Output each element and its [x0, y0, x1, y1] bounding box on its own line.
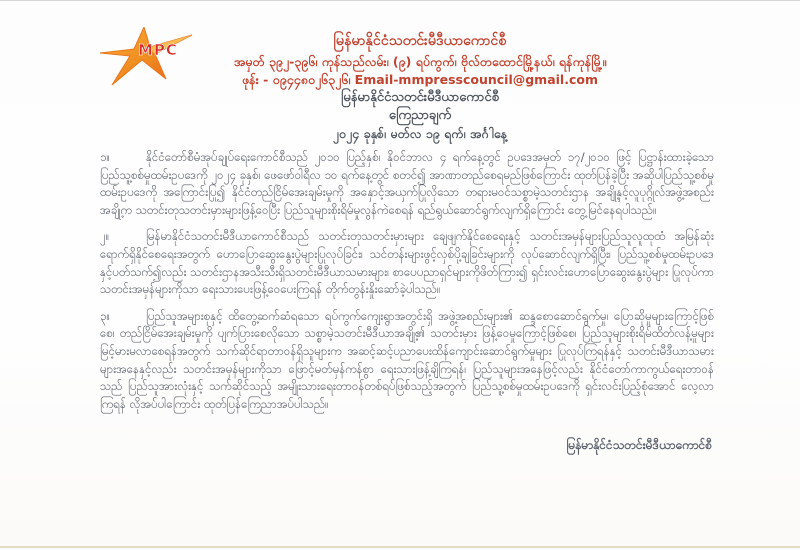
paragraph-3-text: ပြည်သူအများစုနှင့် ထိတွေ့ဆက်ဆံရသော ရပ်ကွက်ကျေးရွာအတွင်းရှိ အဖွဲ့အစည်းများ၏ ဆန္ဒစောဆောင်ရွက်မှု၊ ပြောဆိုမှုများကြောင့်ဖြစ်စေ၊ တည်ငြိမ်အေးချမ်းမှုကို ပျက်ပြားစေလိုသော သစ္စာမဲ့သတင်းမီဒီယာအချို့၏ သတင်းမှား ဖြန့်ဝေမှုကြောင့်ဖြစ်စေ၊ ပြည်သူများစိုးရိမ်ထိတ်လန့်မှုများ မြင့်မားမလာစေရန်အတွက် သက်ဆိုင်ရာတာဝန်ရှိသူများက အဆင့်ဆင့်ပညာပေးထိန်ကျောင်းဆောင်ရွက်မှုများ ပြုလုပ်ကြရန်နှင့် သတင်းမီဒီယာသမားများအနေနှင့်လည်း သတင်းအမှန်များကိုသာ ဖြောင့်မတ်မှန်ကန်စွာ ရေးသားဖြန့်ချိကြရန်၊ ပြည်သူများအနေဖြင့်လည်း နိုင်ငံတော်ကာကွယ်ရေးတာဝန်သည် ပြည်သူအားလုံးနှင့် သက်ဆိုင်သည့် အမျိုးသားရေးတာဝန်တစ်ရပ်ဖြစ်သည့်အတွက် ပြည်သူ့စစ်မှုထမ်းဥပဒေကို ရှင်းလင်းပြည့်စုံအောင် လေ့လာကြရန် လိုအပ်ပါကြောင်း ထုတ်ပြန်ကြေညာအပ်ပါသည်။ [100, 308, 714, 411]
document-org-name: မြန်မာနိုင်ငံသတင်းမီဒီယာကောင်စီ [341, 90, 499, 105]
letterhead-address-line: အမှတ် ၃၉၂-၃၉၆၊ ကုန်သည်လမ်း၊ (၉) ရပ်ကွက်၊ ဗိုလ်တထောင်မြို့နယ်၊ ရန်ကုန်မြို့။ [233, 54, 607, 69]
scan-edge-artifact [0, 546, 800, 548]
letterhead-contact-line: ဖုန်း - ၀၉၄၄၈၀၂၆၃၂၆၊ Email-mmpresscouncil@gmail.com [242, 72, 598, 87]
paragraph-2-text: မြန်မာနိုင်ငံသတင်းမီဒီယာကောင်စီသည် သတင်းတုသတင်းမှားများ ချေဖျက်နိုင်စေရေးနှင့် သတင်းအမှန်များပြည်သူလူထုထံ အမြန်ဆုံးရောက်ရှိနိုင်စေရေးအတွက် ဟောပြောဆွေးနွေးပွဲများပြုလုပ်ခြင်း၊ သင်တန်းများဖွင့်လှစ်ပို့ချခြင်းများကို လုပ်ဆောင်လျက်ရှိပြီး၊ ပြည်သူ့စစ်မှုထမ်းဥပဒေနှင့်ပတ်သက်၍လည်း သတင်းဌာနအသီးသီးရှိသတင်းမီဒီယာသမားများ၊ စာပေပညာရှင်များကိုဖိတ်ကြား၍ ရှင်းလင်းဟောပြောဆွေးနွေးပွဲများ ပြုလုပ်ကာသတင်းအမှန်များကိုသာ ရေးသားပေးဖြန့်ဝေပေးကြရန် တိုက်တွန်းနှိုးဆော်ခဲ့ပါသည်။ [100, 229, 714, 297]
document-type-label: ကြေညာချက် [388, 108, 452, 123]
svg-text:MPC: MPC [138, 41, 178, 59]
paragraph-1-text: နိုင်ငံတော်စီမံအုပ်ချုပ်ရေးကောင်စီသည် ၂၀၁၀ ပြည့်နှစ်၊ နိုဝင်ဘာလ ၄ ရက်နေ့တွင် ဥပဒေအမှတ် ၁၇/၂၀၁၀ ဖြင့် ပြဋ္ဌာန်းထားခဲ့သော ပြည်သူ့စစ်မှုထမ်းဥပဒေကို ၂၀၂၄ ခုနှစ်၊ ဖေဖော်ဝါရီလ ၁၀ ရက်နေ့တွင် စတင်၍ အာဏာတည်စေရမည်ဖြစ်ကြောင်း ထုတ်ပြန်ခဲ့ပြီး အဆိုပါပြည်သူ့စစ်မှုထမ်းဥပဒေကို အကြောင်းပြု၍ နိုင်ငံတည်ငြိမ်အေးချမ်းမှုကို အနှောင့်အယှက်ပြုလိုသော တရားမဝင်သစ္စာမဲ့သတင်းဌာန အချို့နှင့်လူပုဂ္ဂိုလ်အဖွဲ့အစည်းအချို့က သတင်းတုသတင်းမှားများဖြန့်ဝေပြီး ပြည်သူများစိုးရိမ်မှုလွန်ကဲစေရန် ရည်ရွယ်ဆောင်ရွက်လျက်ရှိကြောင်း တွေ့မြင်နေရပါသည်။ [100, 150, 714, 217]
paragraph-1 [100, 149, 714, 219]
paragraph-2-number: ၂။ [100, 229, 110, 244]
paragraph-3 [100, 308, 714, 414]
paragraph-1-number: ၁။ [100, 150, 111, 164]
document-body [100, 149, 714, 455]
paragraph-2 [100, 228, 714, 298]
signature-org-name: မြန်မာနိုင်ငံသတင်းမီဒီယာကောင်စီ [566, 438, 712, 453]
paragraph-3-number: ၃။ [100, 308, 111, 323]
letterhead-org-name: မြန်မာနိုင်ငံသတင်းမီဒီယာကောင်စီ [333, 33, 507, 49]
title-block [140, 89, 700, 142]
document-date-line: ၂၀၂၄ ခုနှစ်၊ မတ်လ ၁၉ ရက်၊ အင်္ဂါနေ့ [332, 126, 508, 141]
